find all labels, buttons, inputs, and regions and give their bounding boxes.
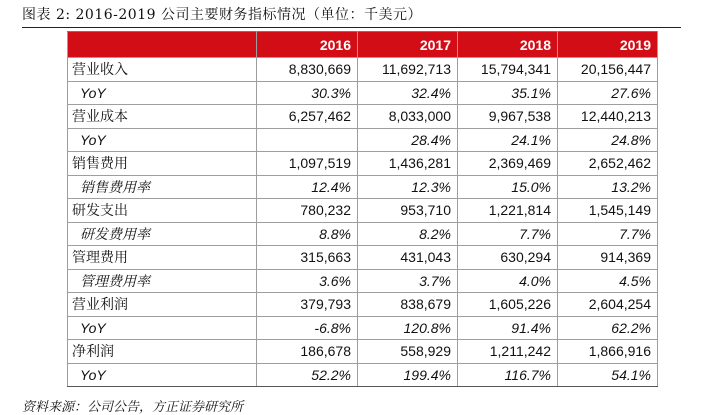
value-cell: 838,679 [358, 293, 458, 317]
value-cell: 13.2% [558, 175, 658, 199]
value-cell: 15.0% [458, 175, 558, 199]
row-sub-label: YoY [68, 81, 257, 105]
value-cell [257, 128, 358, 152]
value-cell: 3.6% [257, 269, 358, 293]
row-sub-label: YoY [68, 316, 257, 340]
table-row [68, 105, 658, 129]
value-cell: 8.8% [257, 222, 358, 246]
value-cell: 379,793 [257, 293, 358, 317]
row-label: 研发支出 [68, 199, 257, 223]
table-row [68, 340, 658, 364]
value-cell: 9,967,538 [458, 105, 558, 129]
table-row [68, 128, 658, 152]
table-row [68, 269, 658, 293]
table-row [68, 222, 658, 246]
value-cell: 54.1% [558, 363, 658, 387]
value-cell: 8,033,000 [358, 105, 458, 129]
table-row [68, 175, 658, 199]
value-cell: 1,211,242 [458, 340, 558, 364]
table-row [68, 58, 658, 82]
table-row [68, 316, 658, 340]
table-row [68, 293, 658, 317]
value-cell: 558,929 [358, 340, 458, 364]
source-note: 资料来源：公司公告，方正证券研究所 [22, 400, 244, 415]
figure-title: 图表 2: 2016-2019 公司主要财务指标情况（单位：千美元） [22, 7, 422, 23]
header-cell-2018: 2018 [458, 32, 558, 58]
value-cell: 35.1% [458, 81, 558, 105]
value-cell: 7.7% [458, 222, 558, 246]
row-label: 营业利润 [68, 293, 257, 317]
row-sub-label: YoY [68, 363, 257, 387]
row-sub-label: YoY [68, 128, 257, 152]
value-cell: 24.8% [558, 128, 658, 152]
value-cell: 116.7% [458, 363, 558, 387]
value-cell: 12.4% [257, 175, 358, 199]
value-cell: 62.2% [558, 316, 658, 340]
value-cell: 1,097,519 [257, 152, 358, 176]
value-cell: 315,663 [257, 246, 358, 270]
row-label: 管理费用 [68, 246, 257, 270]
value-cell: 15,794,341 [458, 58, 558, 82]
row-sub-label: 管理费用率 [68, 269, 257, 293]
row-sub-label: 销售费用率 [68, 175, 257, 199]
value-cell: 12,440,213 [558, 105, 658, 129]
value-cell: 91.4% [458, 316, 558, 340]
table-body [68, 58, 658, 387]
value-cell: 12.3% [358, 175, 458, 199]
value-cell: 4.5% [558, 269, 658, 293]
header-cell-2019: 2019 [558, 32, 658, 58]
value-cell: 24.1% [458, 128, 558, 152]
financial-table [67, 31, 658, 387]
value-cell: 2,604,254 [558, 293, 658, 317]
table-row [68, 152, 658, 176]
table-header-row [68, 32, 658, 58]
value-cell: -6.8% [257, 316, 358, 340]
value-cell: 3.7% [358, 269, 458, 293]
row-sub-label: 研发费用率 [68, 222, 257, 246]
value-cell: 7.7% [558, 222, 658, 246]
header-cell-2016: 2016 [257, 32, 358, 58]
value-cell: 8.2% [358, 222, 458, 246]
value-cell: 1,545,149 [558, 199, 658, 223]
table-row [68, 81, 658, 105]
value-cell: 30.3% [257, 81, 358, 105]
row-label: 营业成本 [68, 105, 257, 129]
table-row [68, 199, 658, 223]
value-cell: 2,652,462 [558, 152, 658, 176]
value-cell: 120.8% [358, 316, 458, 340]
value-cell: 431,043 [358, 246, 458, 270]
row-label: 营业收入 [68, 58, 257, 82]
row-label: 净利润 [68, 340, 257, 364]
header-cell-2017: 2017 [358, 32, 458, 58]
value-cell: 52.2% [257, 363, 358, 387]
value-cell: 1,221,814 [458, 199, 558, 223]
value-cell: 6,257,462 [257, 105, 358, 129]
value-cell: 8,830,669 [257, 58, 358, 82]
value-cell: 20,156,447 [558, 58, 658, 82]
value-cell: 4.0% [458, 269, 558, 293]
value-cell: 1,436,281 [358, 152, 458, 176]
value-cell: 953,710 [358, 199, 458, 223]
value-cell: 2,369,469 [458, 152, 558, 176]
value-cell: 28.4% [358, 128, 458, 152]
header-cell-label [68, 32, 257, 58]
value-cell: 780,232 [257, 199, 358, 223]
value-cell: 27.6% [558, 81, 658, 105]
value-cell: 199.4% [358, 363, 458, 387]
value-cell: 630,294 [458, 246, 558, 270]
value-cell: 11,692,713 [358, 58, 458, 82]
table-row [68, 363, 658, 387]
row-label: 销售费用 [68, 152, 257, 176]
value-cell: 32.4% [358, 81, 458, 105]
value-cell: 186,678 [257, 340, 358, 364]
value-cell: 1,605,226 [458, 293, 558, 317]
title-divider [22, 27, 681, 28]
table-row [68, 246, 658, 270]
value-cell: 914,369 [558, 246, 658, 270]
value-cell: 1,866,916 [558, 340, 658, 364]
